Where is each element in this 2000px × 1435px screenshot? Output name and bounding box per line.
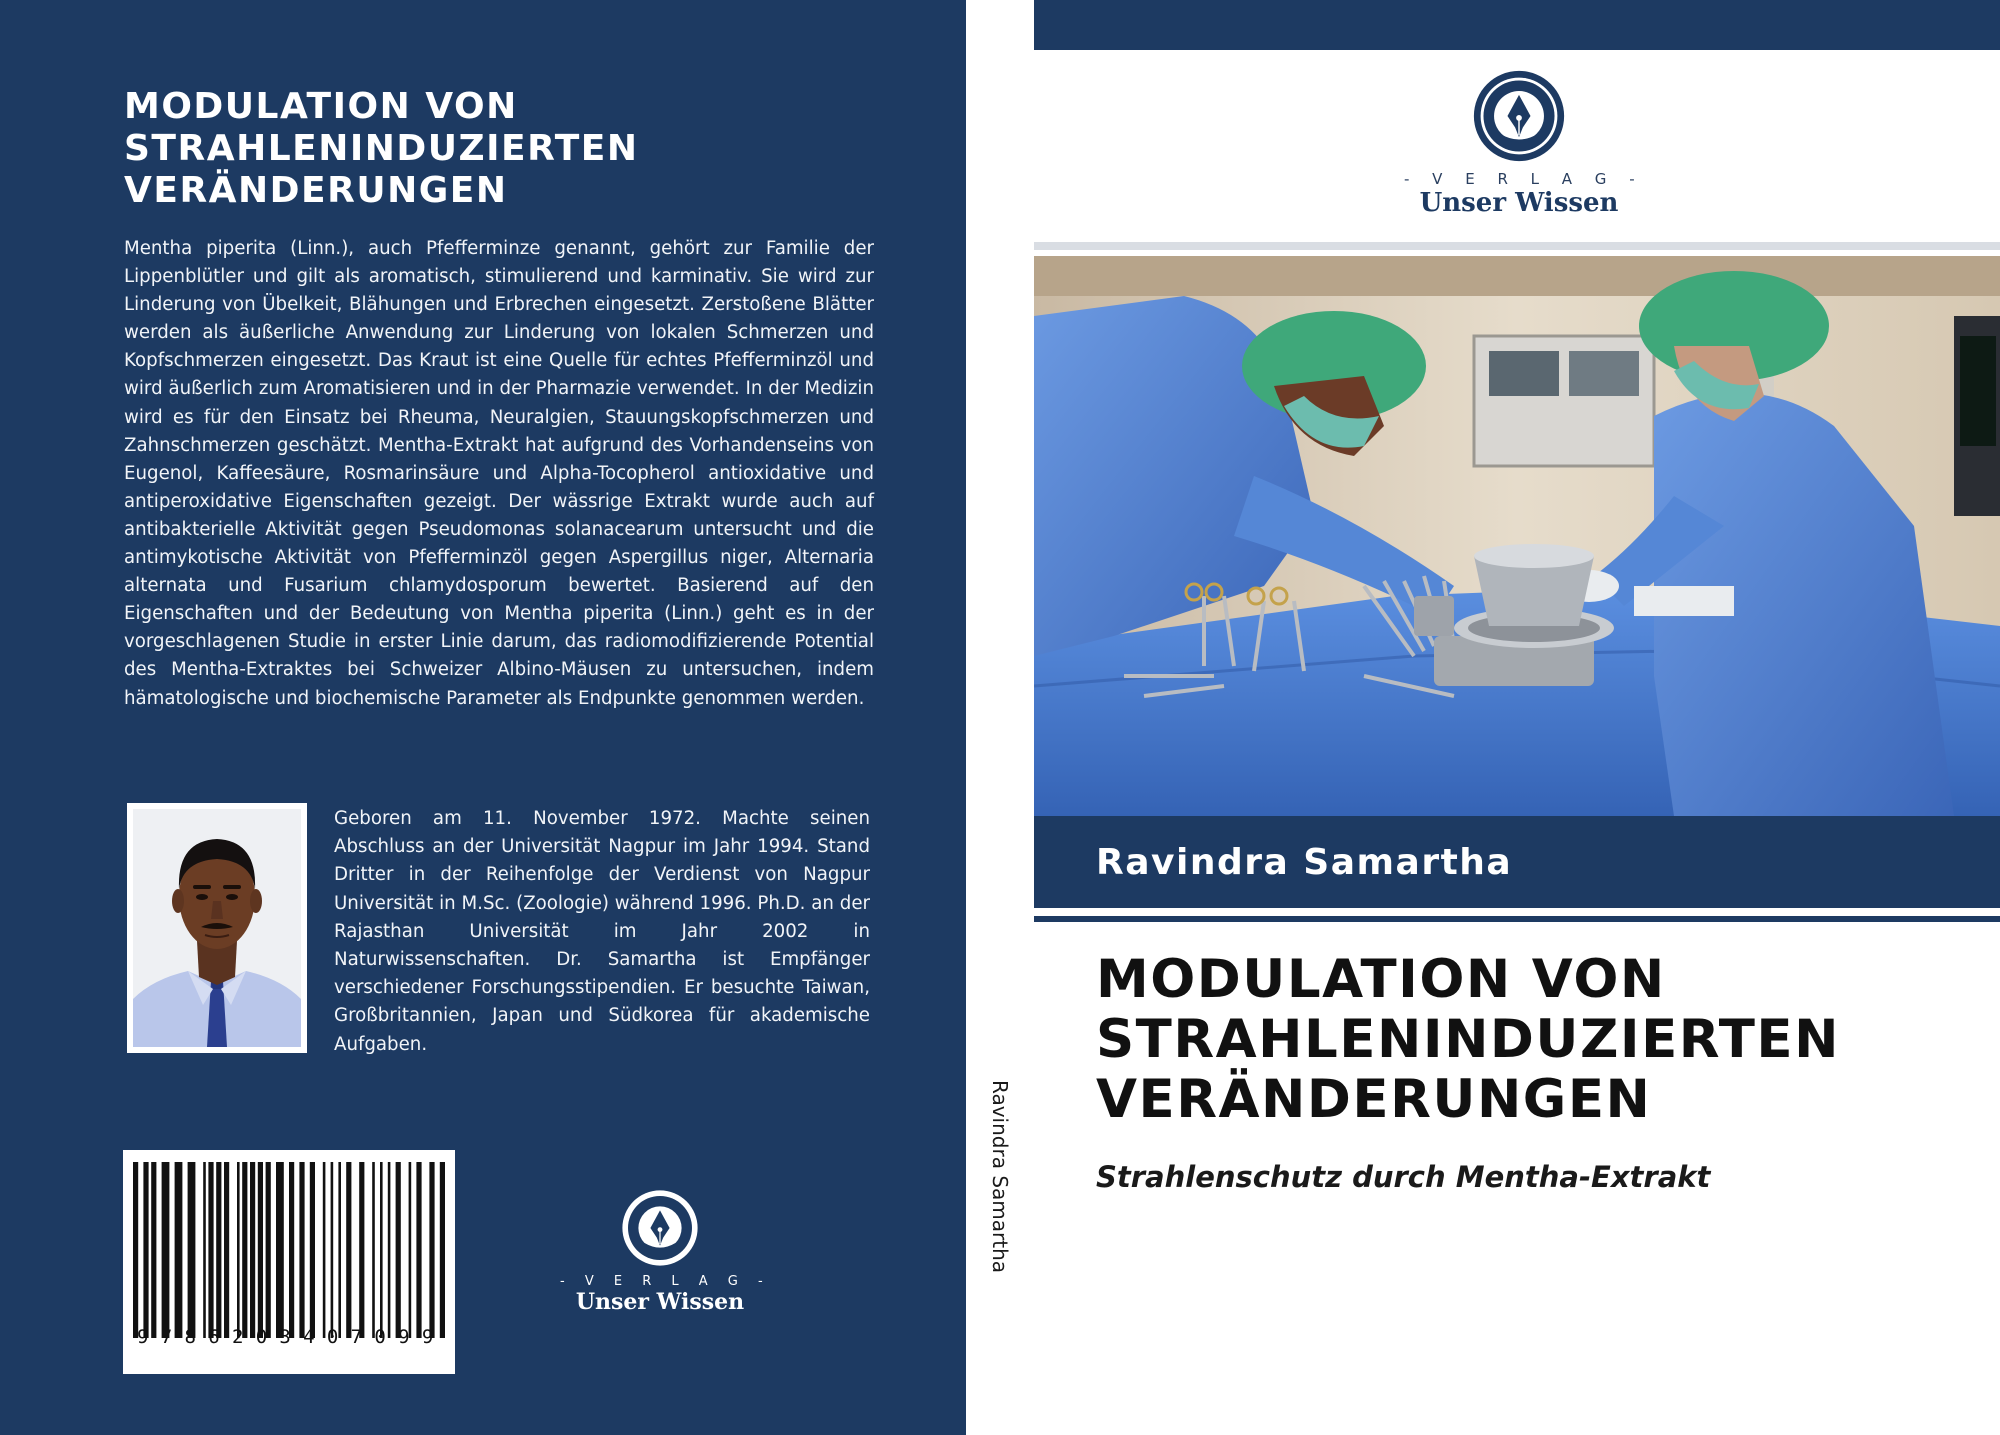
front-top-bar <box>1034 0 2000 50</box>
barcode-bar <box>237 1162 240 1338</box>
barcode-bar <box>380 1162 383 1338</box>
barcode-bar <box>289 1162 294 1338</box>
barcode-bar <box>310 1162 315 1338</box>
front-logo-verlag: - V E R L A G - <box>1404 170 1644 188</box>
back-logo-name: Unser Wissen <box>575 1289 745 1315</box>
isbn-digits: 9786203407099 <box>133 1324 445 1350</box>
front-band-rule <box>1034 916 2000 922</box>
front-logo-name: Unser Wissen <box>1419 188 1619 218</box>
barcode-bar <box>175 1162 183 1338</box>
barcode-bar <box>323 1162 326 1338</box>
barcode-bar <box>162 1162 170 1338</box>
barcode-bar <box>242 1162 247 1338</box>
pen-nib-seal-icon <box>620 1188 700 1268</box>
barcode-bar <box>208 1162 213 1338</box>
barcode-bar <box>258 1162 263 1338</box>
barcode-bar <box>266 1162 271 1338</box>
front-cover <box>1034 0 2000 1435</box>
cover-photo-surgery <box>1034 256 2000 816</box>
back-publisher-logo <box>560 1188 771 1318</box>
barcode-bar <box>409 1162 412 1338</box>
barcode-bar <box>416 1162 421 1338</box>
barcode-bars <box>133 1162 445 1338</box>
barcode-bar <box>151 1162 156 1338</box>
barcode-bar <box>224 1162 229 1338</box>
barcode-bar <box>188 1162 196 1338</box>
back-logo-verlag: - V E R L A G - <box>560 1274 771 1289</box>
barcode-bar <box>396 1162 401 1338</box>
barcode-bar <box>338 1162 341 1338</box>
barcode-bar <box>429 1162 434 1338</box>
barcode-bar <box>440 1162 445 1338</box>
barcode-bar <box>203 1162 206 1338</box>
author-portrait <box>127 803 307 1053</box>
photo-top-rule <box>1034 242 2000 250</box>
back-cover-title: MODULATION VON STRAHLENINDUZIERTEN VERÄNDERUNGEN <box>124 86 639 211</box>
barcode-bar <box>143 1162 148 1338</box>
barcode-bar <box>276 1162 284 1338</box>
barcode-bar <box>216 1162 221 1338</box>
pen-nib-seal-icon <box>1471 68 1567 164</box>
barcode-bar <box>346 1162 351 1338</box>
front-publisher-logo <box>1404 68 1644 218</box>
front-author-name: Ravindra Samartha <box>1096 842 1513 883</box>
back-cover <box>0 0 966 1435</box>
barcode-bar <box>250 1162 255 1338</box>
spine <box>966 0 1034 1435</box>
barcode-bar <box>372 1162 375 1338</box>
front-author-band <box>1034 816 2000 908</box>
barcode-bar <box>133 1162 138 1338</box>
barcode-bar <box>359 1162 364 1338</box>
barcode-bar <box>388 1162 391 1338</box>
front-cover-subtitle: Strahlenschutz durch Mentha-Extrakt <box>1096 1160 1711 1194</box>
isbn-barcode <box>123 1150 455 1374</box>
back-cover-blurb: Mentha piperita (Linn.), auch Pfefferminze genannt, gehört zur Familie der Lippenblütler und gilt als aromatisch, stimulierend und karminativ. Sie wird zur Linderung von Übelkeit, Blähungen und Erbrechen eingesetzt. Zerstoßene Blätter werden als äußerliche Anwendung zur Linderung von lokalen Schmerzen und Kopfschmerzen eingesetzt. Das Kraut ist eine Quelle für echtes Pfefferminzöl und wird äußerlich zum Aromatisieren und in der Pharmazie verwendet. In der Medizin wird es für den Einsatz bei Rheuma, Neuralgien, Stauungskopfschmerzen und Zahnschmerzen geschätzt. Mentha-Extrakt hat aufgrund des Vorhandenseins von Eugenol, Kaffeesäure, Rosmarinsäure und Alpha-Tocopherol antioxidative und antiperoxidative Eigenschaften gezeigt. Der wässrige Extrakt wurde auch auf antibakterielle Aktivität gegen Pseudomonas solanacearum untersucht und die antimykotische Aktivität von Pfefferminzöl gegen Aspergillus niger, Alternaria alternata und Fusarium chlamydosporum bewertet. Basierend auf den Eigenschaften und der Bedeutung von Mentha piperita (Linn.) geht es in der vorgeschlagenen Studie in erster Linie darum, das radiomodifizierende Potential des Mentha-Extraktes bei Schweizer Albino-Mäusen zu untersuchen, indem hämatologische und biochemische Parameter als Endpunkte genommen werden. <box>124 238 874 709</box>
spine-author: Ravindra Samartha <box>988 1080 1012 1273</box>
front-cover-title: MODULATION VON STRAHLENINDUZIERTEN VERÄNDERUNGEN <box>1096 949 1840 1130</box>
barcode-bar <box>331 1162 334 1338</box>
barcode-bar <box>299 1162 304 1338</box>
author-bio: Geboren am 11. November 1972. Machte seinen Abschluss an der Universität Nagpur im Jahr 1994. Stand Dritter in der Reihenfolge der Verdienst von Nagpur Universität in M.Sc. (Zoologie) während 1996. Ph.D. an der Rajasthan Universität im Jahr 2002 in Naturwissenschaften. Dr. Samartha ist Empfänger verschiedener Forschungsstipendien. Er besuchte Taiwan, Großbritannien, Japan und Südkorea für akademische Aufgaben. <box>334 808 870 1055</box>
